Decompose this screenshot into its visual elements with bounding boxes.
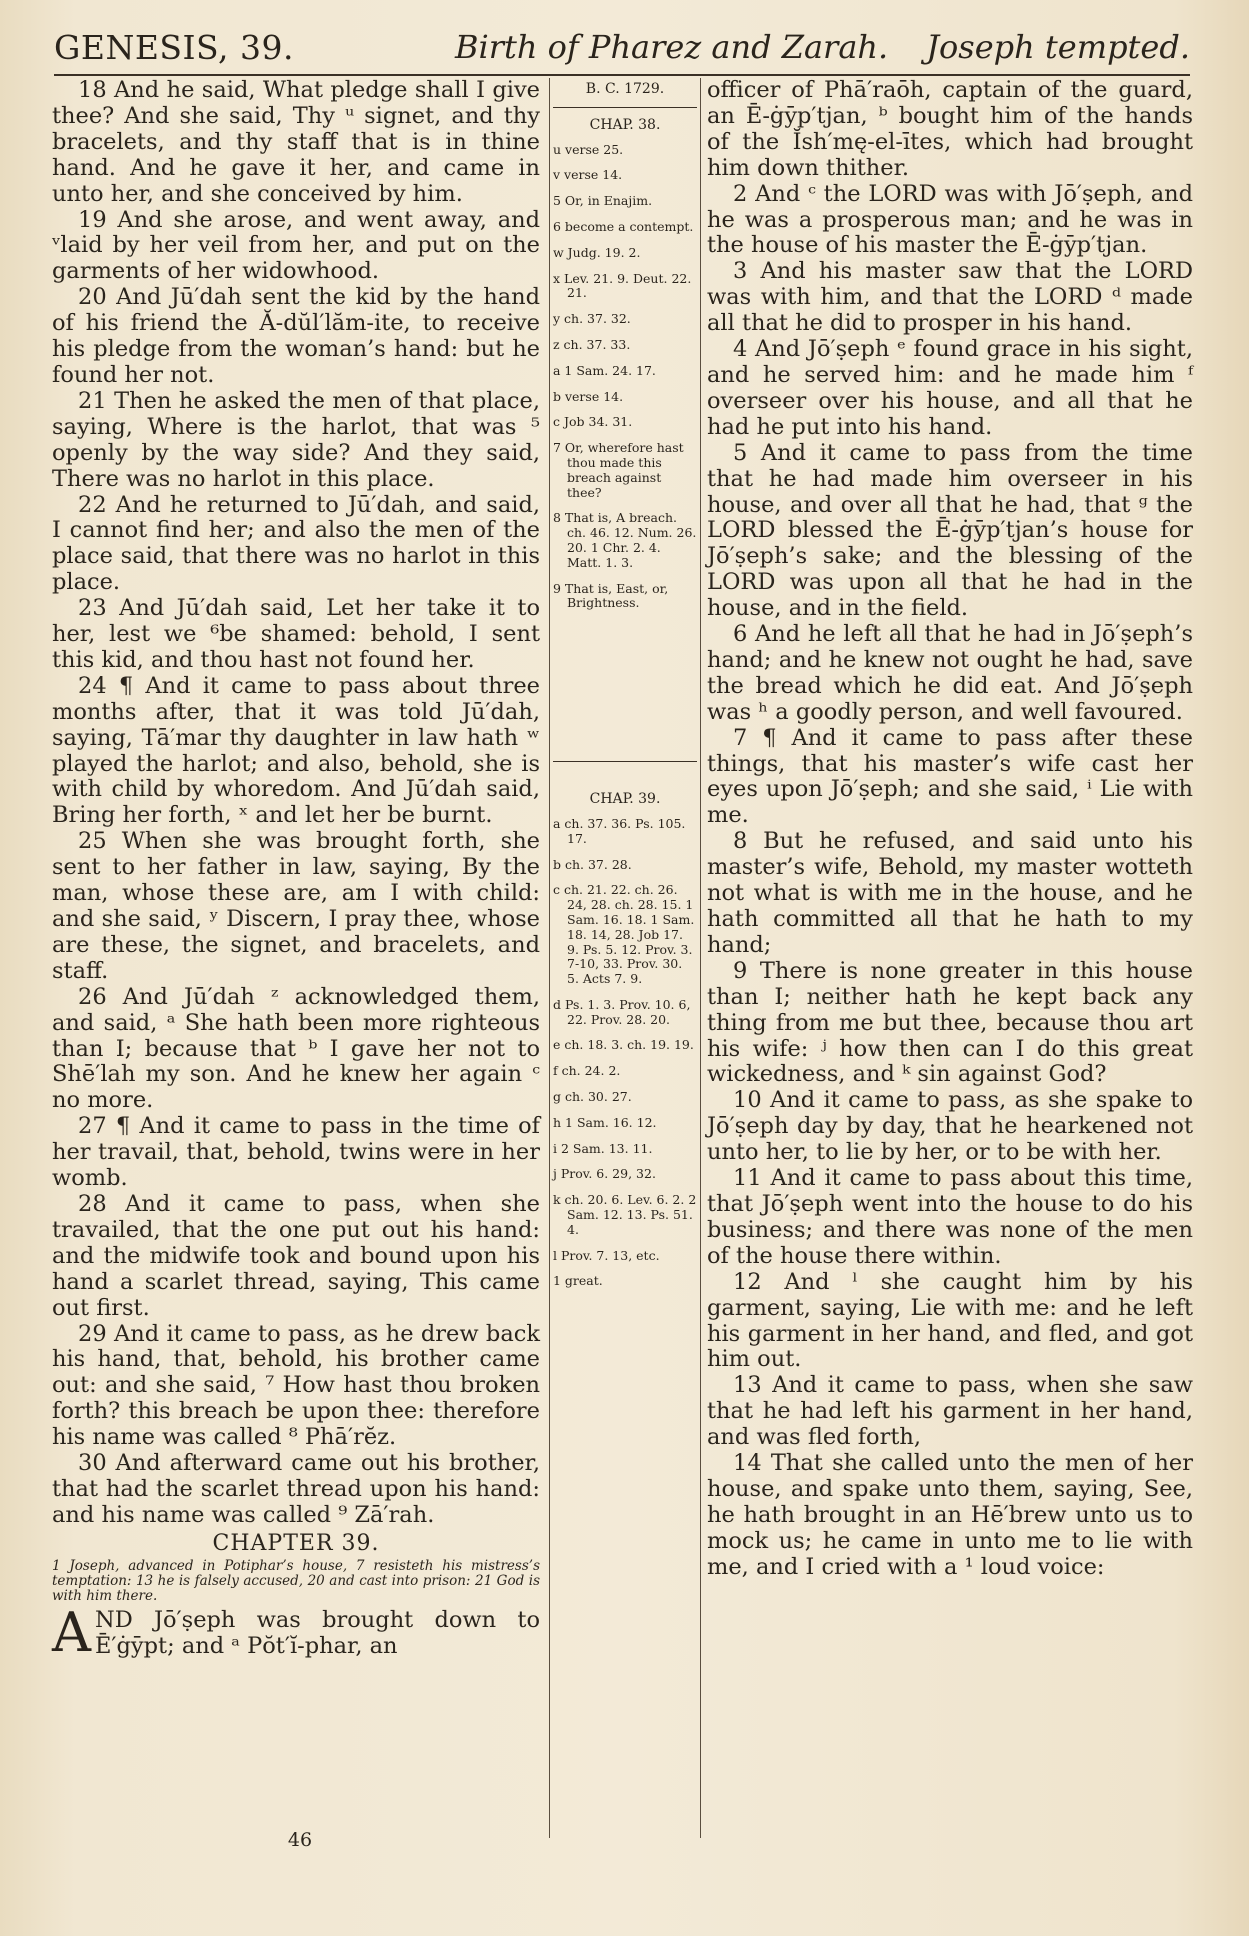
reference: 5 Or, in Enajim.	[553, 193, 653, 209]
right-text-column	[707, 78, 1193, 1581]
verse: 22 And he returned to Jū′dah, and said, I cannot find her; and also the men of the place said, that there was no harlot in this place.	[52, 491, 540, 596]
reference: 9 That is, East, or, Brightness.	[553, 580, 669, 611]
reference: f ch. 24. 2.	[553, 1063, 621, 1079]
reference: v verse 14.	[553, 167, 623, 183]
reference: w Judg. 19. 2.	[553, 244, 641, 260]
reference: 6 become a contempt.	[553, 218, 694, 234]
ref-heading: CHAP. 39.	[589, 791, 661, 808]
verse: 7 ¶ And it came to pass after these things, that his master’s wife cast her eyes upon Jō′ṣeph; and she said, ⁱ Lie with me.	[707, 724, 1193, 829]
topic-heading-1: Birth of Pharez and Zarah.	[454, 28, 889, 66]
reference: h 1 Sam. 16. 12.	[553, 1114, 657, 1130]
verse: 10 And it came to pass, as she spake to Jō′ṣeph day by day, that he hearkened not unto her, to lie by her, or to be with her.	[707, 1087, 1193, 1166]
chapter-summary: 1 Joseph, advanced in Potiphar’s house, 7 resisteth his mistress’s temptation: 13 he is falsely accused, 20 and cast into prison: 21 God is with him there.	[52, 1557, 540, 1604]
verse: 30 And afterward came out his brother, that had the scarlet thread upon his hand: and his name was called ⁹ Zā′rah.	[52, 1450, 540, 1528]
reference: d Ps. 1. 3. Prov. 10. 6, 22. Prov. 28. 20.	[553, 996, 691, 1027]
verse: 2 And ᶜ the LORD was with Jō′ṣeph, and he was a prosperous man; and he was in the house of his master the Ē-ġȳp′tjan.	[707, 180, 1193, 259]
reference: e ch. 18. 3. ch. 19. 19.	[553, 1037, 694, 1053]
reference: l Prov. 7. 13, etc.	[553, 1247, 660, 1263]
verse: 3 And his master saw that the LORD was with him, and that the LORD ᵈ made all that he did to prosper in his hand.	[707, 258, 1193, 337]
verse: 13 And it came to pass, when she saw that he had left his garment in her hand, and was fled forth,	[707, 1372, 1193, 1451]
reference: 8 That is, A breach. ch. 46. 12. Num. 26. 20. 1 Chr. 2. 4. Matt. 1. 3.	[553, 510, 697, 570]
verse: 19 And she arose, and went away, and ᵛlaid by her veil from her, and put on the garments of her widowhood.	[52, 206, 540, 285]
verse: 9 There is none greater in this house than I; neither hath he kept back any thing from me but thee, because thou art his wife: ʲ how then can I do this great wickedness, and ᵏ sin against God?	[707, 957, 1193, 1088]
reference: 1 great.	[553, 1273, 603, 1289]
reference: a ch. 37. 36. Ps. 105. 17.	[553, 815, 686, 846]
verse: 29 And it came to pass, as he drew back his hand, that, behold, his brother came out: and she said, ⁷ How hast thou broken forth? this breach be upon thee: therefore his name was called ⁸ Phā′rĕz.	[52, 1320, 540, 1451]
reference: j Prov. 6. 29, 32.	[553, 1166, 656, 1182]
verse: 12 And ˡ she caught him by his garment, saying, Lie with me: and he left his garment in her hand, and fled, and got him out.	[707, 1268, 1193, 1373]
reference: b verse 14.	[553, 388, 624, 404]
verse: 4 And Jō′ṣeph ᵉ found grace in his sight, and he served him: and he made him ᶠ overseer over his house, and all that he had he put into his hand.	[707, 336, 1193, 440]
verse: 24 ¶ And it came to pass about three months after, that it was told Jū′dah, saying, Tā′mar thy daughter in law hath ʷ played the harlot; and also, behold, she is with child by whoredom. And Jū′dah said, Bring her forth, ˣ and let her be burnt.	[52, 672, 540, 829]
page-number: 46	[287, 1829, 313, 1851]
margin-references	[553, 78, 697, 1300]
verse: 25 When she was brought forth, she sent to her father in law, saying, By the man, whose these are, am I with child: and she said, ʸ Discern, I pray thee, whose are these, the signet, and bracelets, and staff.	[52, 828, 540, 984]
date-note: B. C. 1729.	[585, 81, 665, 97]
verse: 11 And it came to pass about this time, that Jō′ṣeph went into the house to do his business; and there was none of the men of the house there within.	[707, 1165, 1193, 1269]
reference: i 2 Sam. 13. 11.	[553, 1140, 653, 1156]
verse: 26 And Jū′dah ᶻ acknowledged them, and said, ᵃ She hath been more righteous than I; because that ᵇ I gave her not to Shē′lah my son. And he knew her again ᶜ no more.	[52, 983, 540, 1114]
divider	[553, 107, 697, 108]
reference: c ch. 21. 22. ch. 26. 24, 28. ch. 28. 15. 1 Sam. 16. 18. 1 Sam. 18. 14, 28. Job 17. 9. Ps. 5. 12. Prov. 3. 7-10, 33. Prov. 30. 5. Acts 7. 9.	[553, 882, 695, 987]
drop-cap: A	[52, 1600, 91, 1664]
verse: 27 ¶ And it came to pass in the time of her travail, that, behold, twins were in her womb.	[52, 1113, 540, 1192]
reference: g ch. 30. 27.	[553, 1089, 632, 1105]
verse: 23 And Jū′dah said, Let her take it to her, lest we ⁶be shamed: behold, I sent this kid, and thou hast not found her.	[52, 595, 540, 673]
reference: x Lev. 21. 9. Deut. 22. 21.	[553, 270, 692, 301]
divider	[553, 761, 697, 762]
reference: z ch. 37. 33.	[553, 336, 631, 352]
verse: 28 And it came to pass, when she travailed, that the one put out his hand: and the midwife took and bound upon his hand a scarlet thread, saying, This came out first.	[52, 1190, 540, 1321]
verse-1-start: ND Jō′ṣeph was brought down to Ē′ġȳpt; and ᵃ Pŏt′ĭ-phar, an	[95, 1606, 540, 1659]
book-chapter-title: GENESIS, 39.	[54, 28, 294, 67]
verse: 6 And he left all that he had in Jō′ṣeph’s hand; and he knew not ought he had, save the bread which he did eat. And Jō′ṣeph was ʰ a goodly person, and well favoured.	[707, 621, 1193, 725]
reference: 7 Or, wherefore hast thou made this breach against thee?	[553, 440, 684, 500]
column-rule-right	[700, 78, 701, 1838]
left-text-column	[52, 77, 540, 1664]
running-header	[54, 22, 1190, 76]
reference: a 1 Sam. 24. 17.	[553, 362, 656, 378]
reference: k ch. 20. 6. Lev. 6. 2. 2 Sam. 12. 13. Ps. 51. 4.	[553, 1192, 697, 1237]
reference: c Job 34. 31.	[553, 414, 633, 430]
chapter-opening	[52, 1600, 540, 1664]
verse: 21 Then he asked the men of that place, saying, Where is the harlot, that was ⁵ openly by the way side? And they said, There was no harlot in this place.	[52, 387, 540, 492]
verse: 14 That she called unto the men of her house, and spake unto them, saying, See, he hath brought in an Hē′brew unto us to mock us; he came in unto me to lie with me, and I cried with a ¹ loud voice:	[707, 1450, 1193, 1580]
reference: b ch. 37. 28.	[553, 856, 632, 872]
column-rule-left	[549, 78, 550, 1838]
topic-heading-2: Joseph tempted.	[926, 28, 1190, 66]
reference: u verse 25.	[553, 141, 624, 157]
topic-headings	[417, 28, 1190, 66]
ref-heading: CHAP. 38.	[589, 116, 661, 133]
verse: 5 And it came to pass from the time that he had made him overseer in his house, and over all that he had, that ᵍ the LORD blessed the Ē-ġȳp′tjan’s house for Jō′ṣeph’s sake; and the blessing of the LORD was upon all that he had in the house, and in the field.	[707, 439, 1193, 622]
verse: 8 But he refused, and said unto his master’s wife, Behold, my master wotteth not what is with me in the house, and he hath committed all that he hath to my hand;	[707, 828, 1193, 958]
chapter-heading: CHAPTER 39.	[212, 1530, 380, 1556]
verse: 18 And he said, What pledge shall I give thee? And she said, Thy ᵘ signet, and thy bracelets, and thy staff that is in thine hand. And he gave it her, and came in unto her, and she conceived by him.	[52, 77, 540, 207]
reference: y ch. 37. 32.	[553, 311, 631, 327]
verse: 20 And Jū′dah sent the kid by the hand of his friend the Ă-dŭl′lăm-ite, to receive his pledge from the woman’s hand: but he found her not.	[52, 284, 540, 388]
verse: officer of Phā′raōh, captain of the guard, an Ē-ġȳp′tjan, ᵇ bought him of the hands of the Ĭsh′mę-el-ītes, which had brought him down thither.	[707, 77, 1193, 181]
